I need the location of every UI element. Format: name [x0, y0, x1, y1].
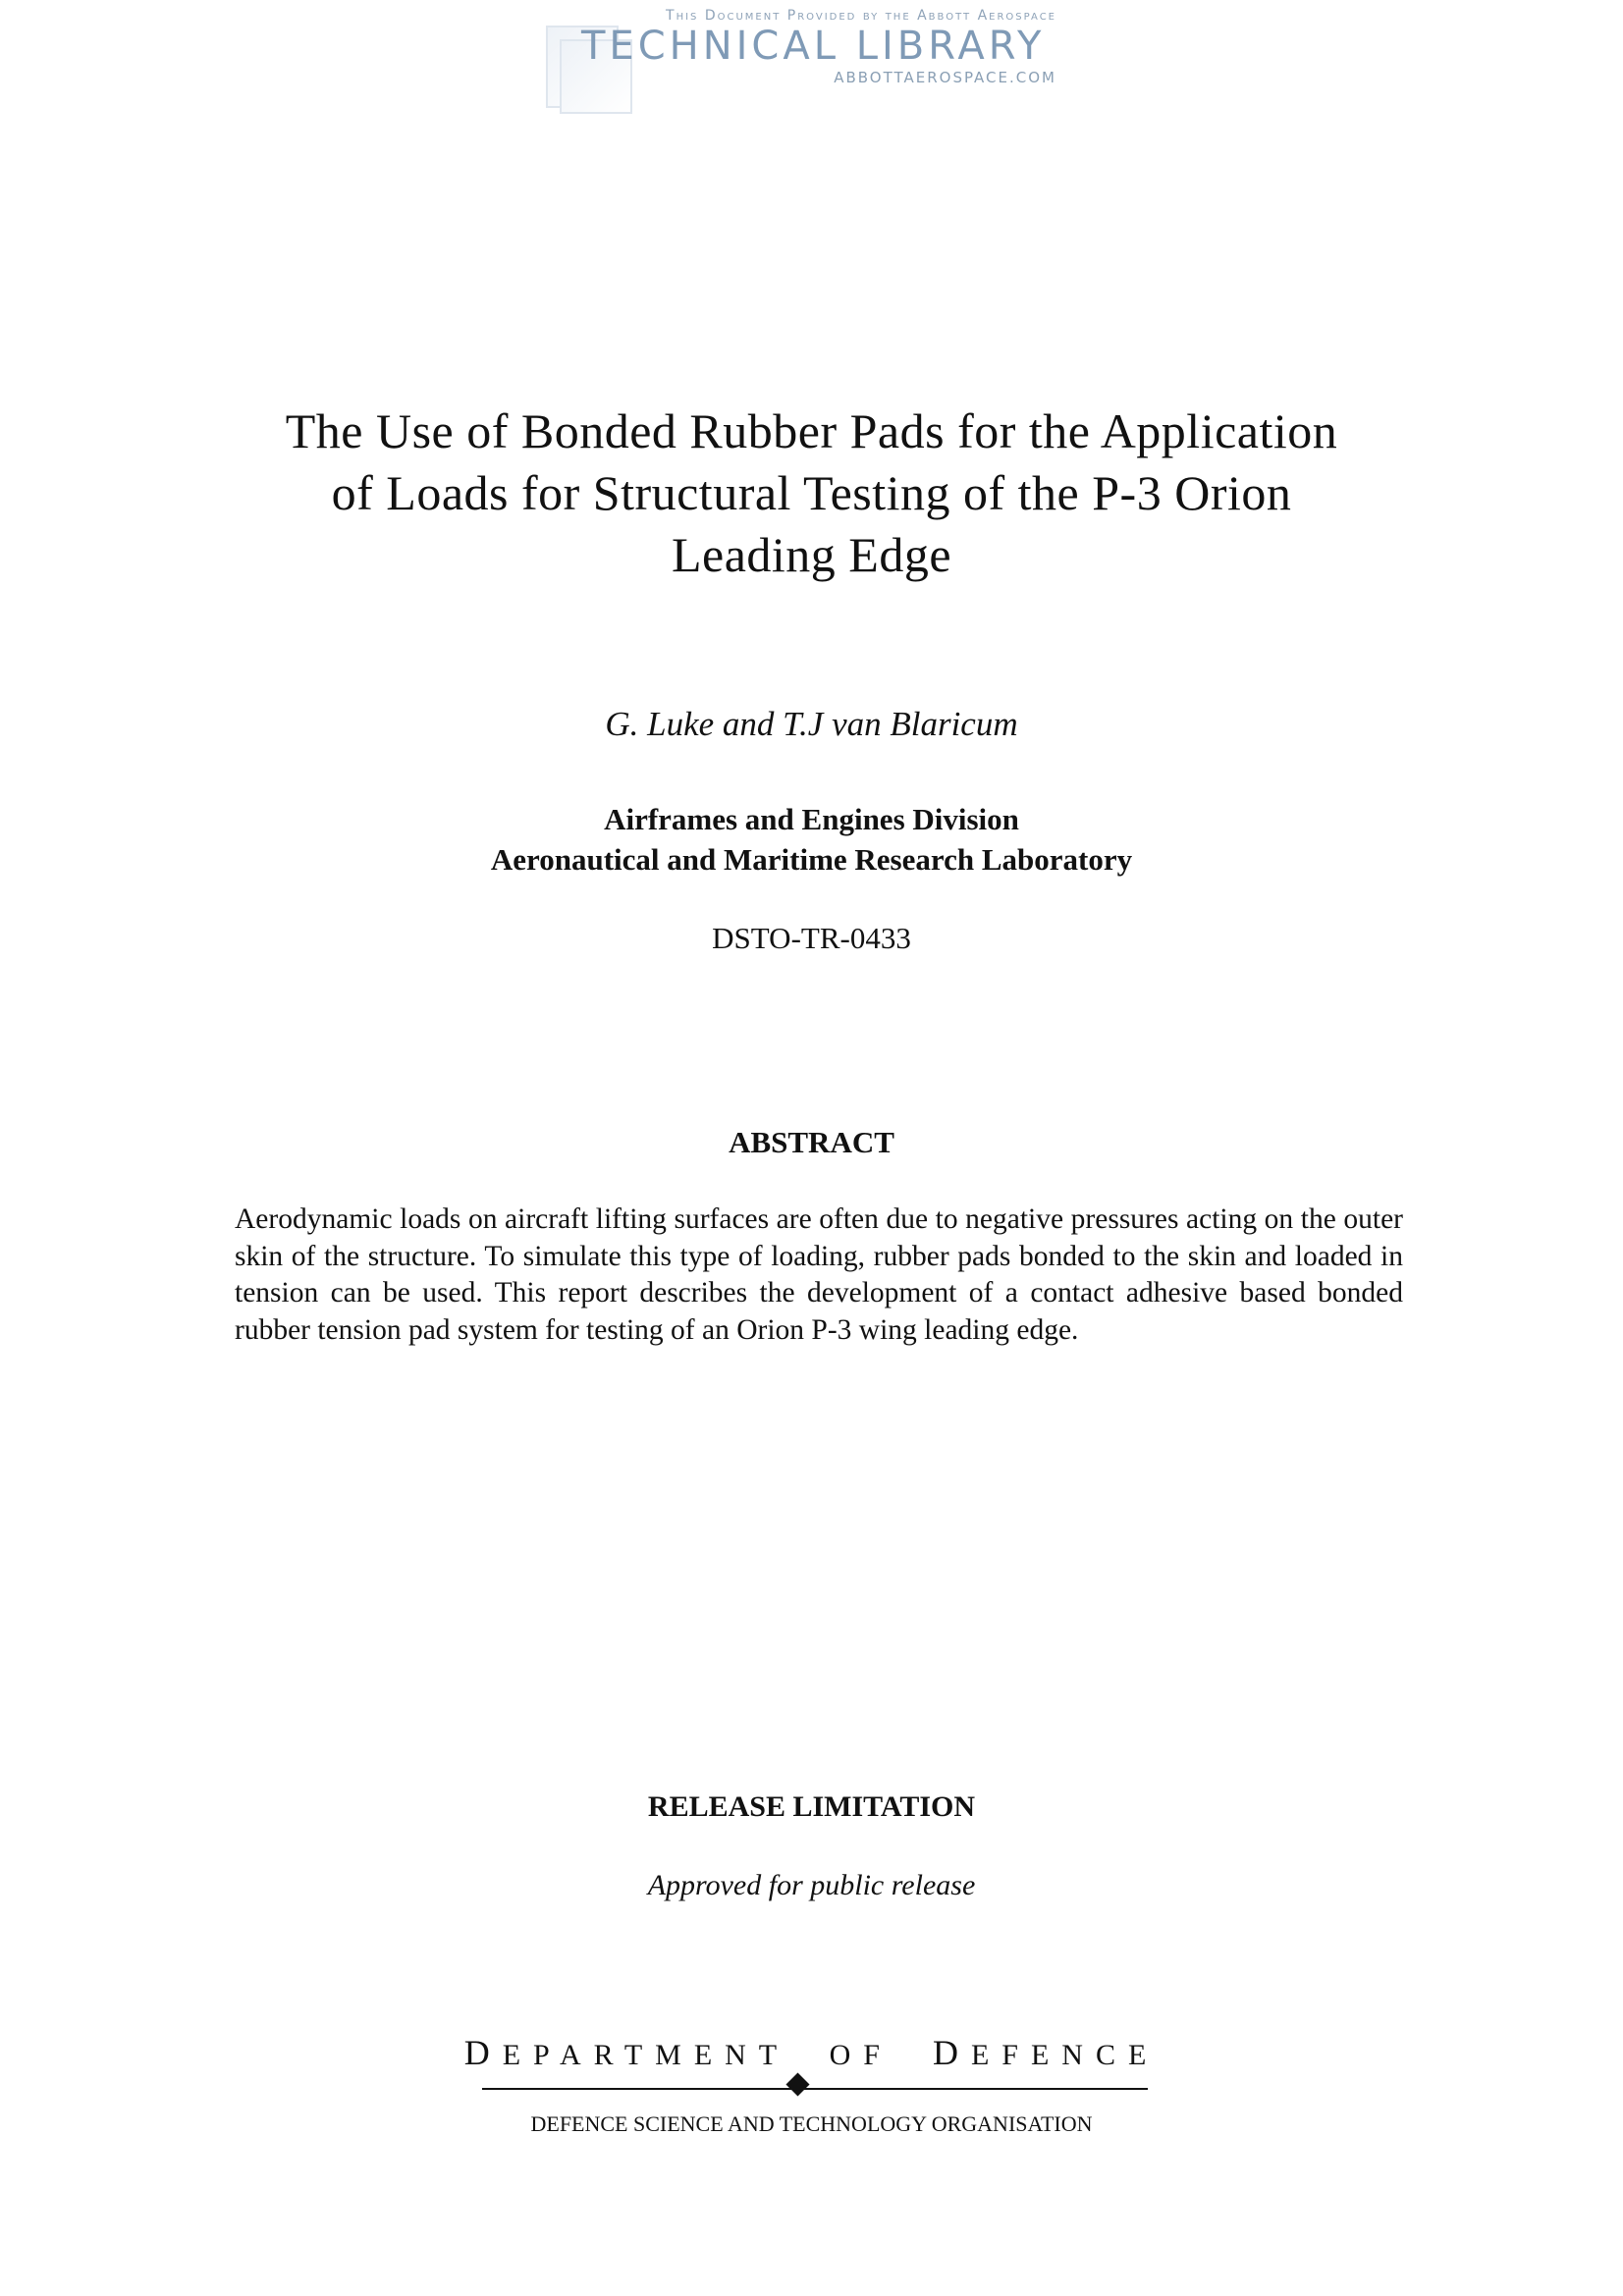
- footer-divider: [482, 2088, 1148, 2090]
- dept-letter: D: [932, 2033, 971, 2072]
- watermark-line3: ABBOTTAEROSPACE.COM: [834, 69, 1056, 86]
- title-line: The Use of Bonded Rubber Pads for the Application: [285, 403, 1338, 458]
- title-line: Leading Edge: [671, 527, 952, 582]
- watermark-line2: TECHNICAL LIBRARY: [581, 24, 1046, 69]
- report-number: DSTO-TR-0433: [712, 921, 911, 955]
- document-title: [0, 400, 1623, 586]
- department-of-defence: [0, 2032, 1623, 2073]
- release-heading: RELEASE LIMITATION: [647, 1790, 976, 1823]
- title-line: of Loads for Structural Testing of the P-3 Orion: [331, 465, 1292, 520]
- abstract-text: Aerodynamic loads on aircraft lifting surfaces are often due to negative pressures acting on the outer skin of the structure. To simulate this type of loading, rubber pads bonded to the skin and loaded in tension can be used. This report describes the development of a contact adhesive based bonded rubber tension pad system for testing of an Orion P-3 wing leading edge.: [235, 1203, 1403, 1346]
- dept-letter: D: [463, 2033, 503, 2072]
- dept-of: OF: [829, 2039, 893, 2071]
- authors: G. Luke and T.J van Blaricum: [605, 705, 1018, 743]
- dept-word: EFENCE: [970, 2039, 1160, 2071]
- release-text: Approved for public release: [647, 1869, 976, 1901]
- division: [0, 799, 1623, 880]
- division-line: Aeronautical and Maritime Research Laboratory: [490, 842, 1133, 877]
- watermark-line1: This Document Provided by the Abbott Aerospace: [666, 8, 1056, 24]
- abbott-aerospace-watermark: [546, 6, 1056, 114]
- dept-word: EPARTMENT: [502, 2039, 789, 2071]
- abstract-heading: ABSTRACT: [729, 1125, 894, 1159]
- division-line: Airframes and Engines Division: [604, 802, 1019, 836]
- diamond-icon: [785, 2072, 809, 2096]
- organisation-name: DEFENCE SCIENCE AND TECHNOLOGY ORGANISATION: [530, 2111, 1093, 2136]
